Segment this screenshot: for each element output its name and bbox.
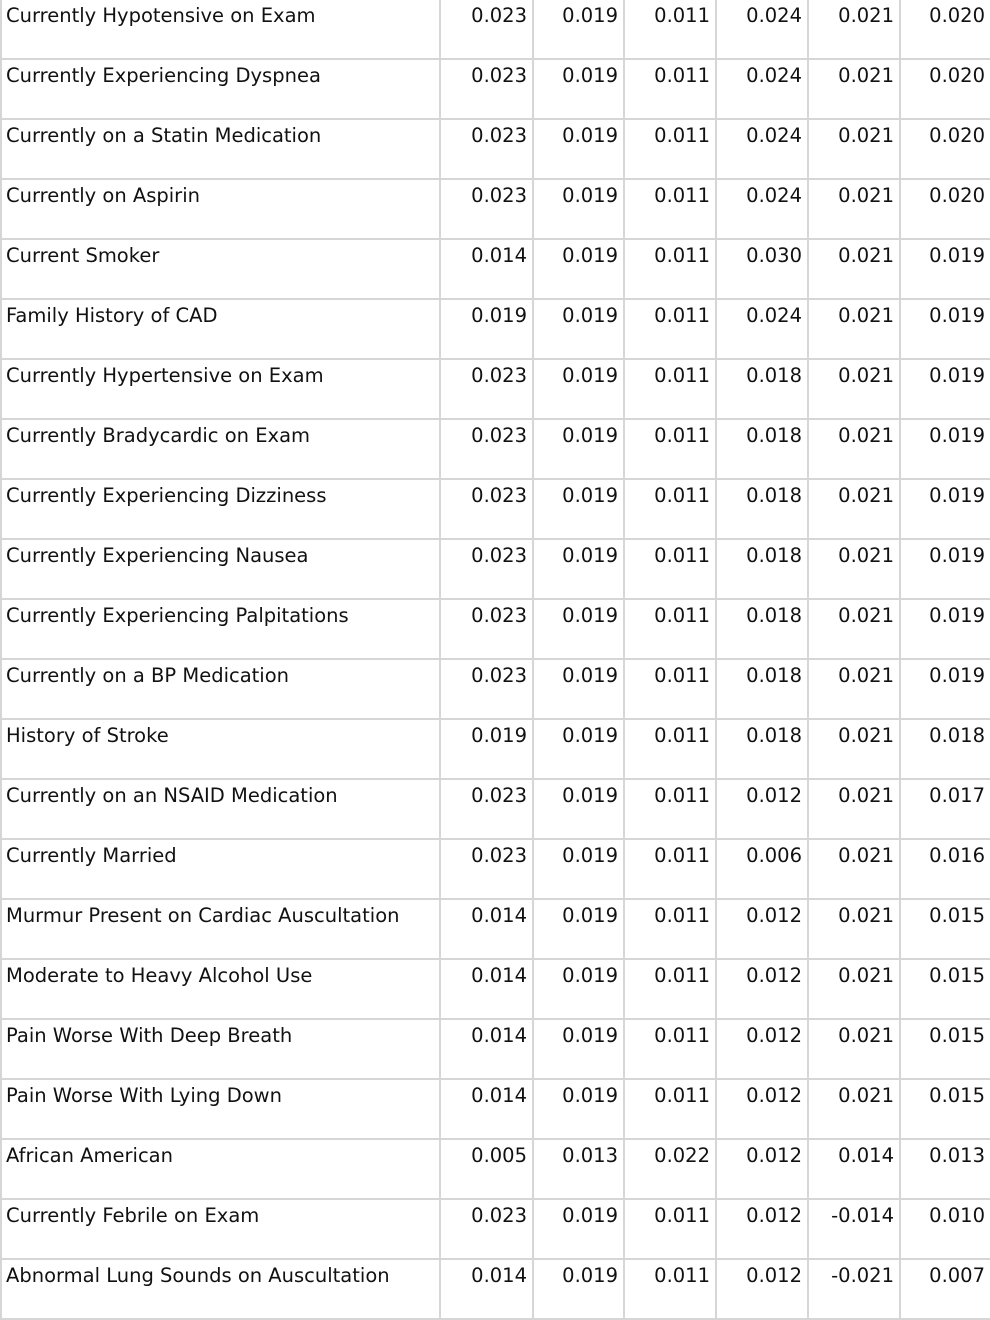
value-cell: 0.030	[716, 239, 808, 299]
value-cell: 0.011	[624, 719, 716, 779]
value-cell: -0.021	[808, 1259, 900, 1319]
value-cell: 0.011	[624, 1079, 716, 1139]
table-row	[1, 959, 990, 1019]
row-label: Abnormal Lung Sounds on Auscultation	[1, 1259, 440, 1319]
value-cell: 0.021	[808, 659, 900, 719]
value-cell: 0.021	[808, 779, 900, 839]
table-row	[1, 839, 990, 899]
row-label: Pain Worse With Lying Down	[1, 1079, 440, 1139]
value-cell: 0.010	[900, 1199, 990, 1259]
row-label: Currently Experiencing Nausea	[1, 539, 440, 599]
value-cell: 0.011	[624, 359, 716, 419]
value-cell: 0.014	[440, 1079, 533, 1139]
value-cell: 0.019	[900, 239, 990, 299]
value-cell: 0.016	[900, 839, 990, 899]
value-cell: 0.021	[808, 899, 900, 959]
row-label: Currently on an NSAID Medication	[1, 779, 440, 839]
row-label: Family History of CAD	[1, 299, 440, 359]
row-label: Murmur Present on Cardiac Auscultation	[1, 899, 440, 959]
value-cell: 0.024	[716, 0, 808, 59]
value-cell: 0.024	[716, 119, 808, 179]
value-cell: 0.023	[440, 479, 533, 539]
row-label: Moderate to Heavy Alcohol Use	[1, 959, 440, 1019]
value-cell: 0.019	[440, 719, 533, 779]
value-cell: 0.023	[440, 539, 533, 599]
table-row	[1, 719, 990, 779]
value-cell: 0.021	[808, 239, 900, 299]
value-cell: 0.019	[533, 1259, 624, 1319]
value-cell: 0.021	[808, 599, 900, 659]
value-cell: 0.021	[808, 719, 900, 779]
row-label: African American	[1, 1139, 440, 1199]
value-cell: 0.012	[716, 1199, 808, 1259]
value-cell: 0.011	[624, 179, 716, 239]
value-cell: 0.021	[808, 0, 900, 59]
value-cell: 0.019	[533, 299, 624, 359]
value-cell: 0.021	[808, 839, 900, 899]
value-cell: 0.019	[533, 659, 624, 719]
value-cell: 0.013	[900, 1139, 990, 1199]
value-cell: 0.020	[900, 179, 990, 239]
row-label: Currently Experiencing Palpitations	[1, 599, 440, 659]
value-cell: 0.011	[624, 959, 716, 1019]
value-cell: 0.019	[533, 599, 624, 659]
value-cell: 0.005	[440, 1139, 533, 1199]
table-row	[1, 179, 990, 239]
value-cell: 0.021	[808, 179, 900, 239]
value-cell: 0.018	[716, 659, 808, 719]
value-cell: 0.006	[716, 839, 808, 899]
table-row	[1, 59, 990, 119]
value-cell: 0.019	[533, 959, 624, 1019]
value-cell: 0.019	[900, 299, 990, 359]
value-cell: 0.011	[624, 1019, 716, 1079]
value-cell: 0.020	[900, 119, 990, 179]
row-label: Currently Experiencing Dyspnea	[1, 59, 440, 119]
value-cell: 0.018	[716, 359, 808, 419]
row-label: History of Stroke	[1, 719, 440, 779]
value-cell: 0.013	[533, 1139, 624, 1199]
value-cell: 0.014	[440, 1259, 533, 1319]
row-label: Currently Febrile on Exam	[1, 1199, 440, 1259]
value-cell: 0.023	[440, 119, 533, 179]
row-label: Currently Married	[1, 839, 440, 899]
value-cell: 0.018	[716, 479, 808, 539]
value-cell: 0.012	[716, 1259, 808, 1319]
table-row	[1, 599, 990, 659]
value-cell: 0.023	[440, 179, 533, 239]
value-cell: 0.021	[808, 359, 900, 419]
value-cell: 0.018	[716, 599, 808, 659]
value-cell: 0.019	[533, 1079, 624, 1139]
value-cell: 0.019	[533, 359, 624, 419]
value-cell: 0.024	[716, 179, 808, 239]
value-cell: 0.011	[624, 659, 716, 719]
value-cell: 0.019	[900, 659, 990, 719]
value-cell: 0.015	[900, 899, 990, 959]
table-row	[1, 479, 990, 539]
table-row	[1, 359, 990, 419]
row-label: Pain Worse With Deep Breath	[1, 1019, 440, 1079]
table-row	[1, 1139, 990, 1199]
value-cell: 0.021	[808, 419, 900, 479]
value-cell: 0.021	[808, 1079, 900, 1139]
value-cell: 0.007	[900, 1259, 990, 1319]
table-body	[1, 0, 990, 1319]
row-label: Currently on Aspirin	[1, 179, 440, 239]
table-row	[1, 1199, 990, 1259]
value-cell: 0.021	[808, 539, 900, 599]
value-cell: 0.011	[624, 779, 716, 839]
table-row	[1, 899, 990, 959]
value-cell: 0.019	[533, 419, 624, 479]
value-cell: 0.019	[533, 119, 624, 179]
value-cell: 0.019	[900, 539, 990, 599]
value-cell: 0.023	[440, 839, 533, 899]
value-cell: 0.011	[624, 419, 716, 479]
value-cell: 0.018	[900, 719, 990, 779]
value-cell: 0.019	[900, 479, 990, 539]
value-cell: 0.011	[624, 899, 716, 959]
value-cell: 0.011	[624, 839, 716, 899]
value-cell: 0.011	[624, 0, 716, 59]
value-cell: 0.023	[440, 779, 533, 839]
row-label: Currently on a Statin Medication	[1, 119, 440, 179]
value-cell: 0.023	[440, 59, 533, 119]
value-cell: 0.020	[900, 0, 990, 59]
table-row	[1, 299, 990, 359]
value-cell: 0.021	[808, 479, 900, 539]
row-label: Currently Bradycardic on Exam	[1, 419, 440, 479]
value-cell: 0.012	[716, 1019, 808, 1079]
value-cell: 0.021	[808, 1019, 900, 1079]
value-cell: 0.011	[624, 479, 716, 539]
value-cell: 0.012	[716, 1079, 808, 1139]
value-cell: 0.019	[440, 299, 533, 359]
value-cell: 0.019	[533, 479, 624, 539]
table-row	[1, 659, 990, 719]
value-cell: 0.018	[716, 419, 808, 479]
value-cell: 0.021	[808, 959, 900, 1019]
value-cell: 0.014	[440, 899, 533, 959]
value-cell: 0.011	[624, 539, 716, 599]
value-cell: 0.019	[533, 839, 624, 899]
value-cell: 0.018	[716, 539, 808, 599]
value-cell: 0.019	[533, 179, 624, 239]
value-cell: 0.019	[900, 599, 990, 659]
value-cell: 0.022	[624, 1139, 716, 1199]
value-cell: 0.019	[533, 899, 624, 959]
table-row	[1, 239, 990, 299]
value-cell: 0.011	[624, 1259, 716, 1319]
value-cell: 0.024	[716, 299, 808, 359]
value-cell: 0.011	[624, 299, 716, 359]
value-cell: 0.019	[533, 239, 624, 299]
value-cell: 0.011	[624, 59, 716, 119]
value-cell: 0.019	[533, 59, 624, 119]
value-cell: 0.017	[900, 779, 990, 839]
value-cell: 0.011	[624, 1199, 716, 1259]
value-cell: 0.019	[533, 719, 624, 779]
value-cell: 0.014	[440, 1019, 533, 1079]
value-cell: 0.021	[808, 59, 900, 119]
value-cell: 0.019	[533, 539, 624, 599]
table-row	[1, 0, 990, 59]
table-row	[1, 1019, 990, 1079]
value-cell: 0.015	[900, 1079, 990, 1139]
value-cell: 0.015	[900, 959, 990, 1019]
table-row	[1, 119, 990, 179]
value-cell: -0.014	[808, 1199, 900, 1259]
value-cell: 0.023	[440, 1199, 533, 1259]
value-cell: 0.012	[716, 1139, 808, 1199]
value-cell: 0.011	[624, 239, 716, 299]
table-row	[1, 419, 990, 479]
value-cell: 0.011	[624, 599, 716, 659]
value-cell: 0.012	[716, 779, 808, 839]
table-row	[1, 1259, 990, 1319]
value-cell: 0.019	[533, 0, 624, 59]
value-cell: 0.019	[900, 419, 990, 479]
table-row	[1, 779, 990, 839]
row-label: Current Smoker	[1, 239, 440, 299]
value-cell: 0.012	[716, 899, 808, 959]
row-label: Currently Hypertensive on Exam	[1, 359, 440, 419]
value-cell: 0.015	[900, 1019, 990, 1079]
value-cell: 0.023	[440, 0, 533, 59]
value-cell: 0.011	[624, 119, 716, 179]
value-cell: 0.019	[533, 1019, 624, 1079]
value-cell: 0.019	[533, 1199, 624, 1259]
value-cell: 0.023	[440, 359, 533, 419]
value-cell: 0.019	[533, 779, 624, 839]
value-cell: 0.014	[808, 1139, 900, 1199]
value-cell: 0.023	[440, 419, 533, 479]
value-cell: 0.019	[900, 359, 990, 419]
value-cell: 0.020	[900, 59, 990, 119]
value-cell: 0.018	[716, 719, 808, 779]
row-label: Currently Experiencing Dizziness	[1, 479, 440, 539]
value-cell: 0.023	[440, 599, 533, 659]
row-label: Currently on a BP Medication	[1, 659, 440, 719]
table-row	[1, 539, 990, 599]
value-cell: 0.023	[440, 659, 533, 719]
value-cell: 0.021	[808, 299, 900, 359]
value-cell: 0.021	[808, 119, 900, 179]
row-label: Currently Hypotensive on Exam	[1, 0, 440, 59]
value-cell: 0.024	[716, 59, 808, 119]
value-cell: 0.014	[440, 239, 533, 299]
value-cell: 0.012	[716, 959, 808, 1019]
value-cell: 0.014	[440, 959, 533, 1019]
table-row	[1, 1079, 990, 1139]
